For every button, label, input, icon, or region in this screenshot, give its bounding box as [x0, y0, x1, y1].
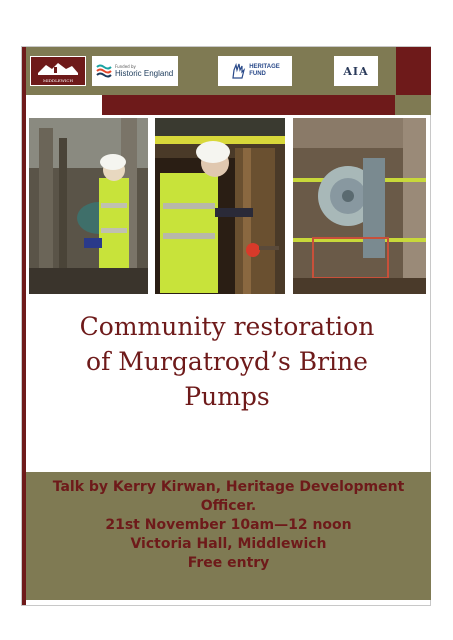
- poster-headline: [52, 309, 402, 414]
- date-time-line: 21st November 10am—12 noon: [105, 517, 352, 533]
- historic-england-icon: [96, 64, 112, 78]
- aia-logo-text: AIA: [343, 64, 369, 78]
- brine-pump-wheel-photo: [293, 118, 426, 294]
- event-poster: [21, 46, 431, 606]
- heritage-fund-hand-icon: [230, 62, 246, 80]
- header-side-block: [395, 95, 431, 115]
- aia-logo: [334, 56, 378, 86]
- headline-line-3: Pumps: [184, 382, 270, 411]
- speaker-line: Talk by Kerry Kirwan, Heritage Development: [52, 479, 405, 495]
- headline-line-2: of Murgatroyd’s Brine: [86, 347, 368, 376]
- middlewich-logo-text: MIDDLEWICH: [43, 78, 73, 83]
- worker-hammering-machinery-photo: [155, 118, 285, 294]
- header-corner-block: [396, 47, 431, 95]
- photo-3-illustration: [293, 118, 426, 294]
- speaker-title-line: Officer.: [200, 498, 257, 514]
- headline-line-1: Community restoration: [79, 312, 375, 341]
- heritage-fund-logo: [218, 56, 292, 86]
- funded-by-text: Funded by: [115, 64, 136, 69]
- historic-england-logo: [92, 56, 178, 86]
- header-divider-band: [102, 95, 395, 115]
- historic-england-name: Historic England: [115, 69, 174, 78]
- worker-painting-pump-photo: [29, 118, 148, 294]
- venue-line: Victoria Hall, Middlewich: [130, 536, 327, 552]
- middlewich-heritage-logo: [30, 56, 86, 86]
- photo-2-illustration: [155, 118, 285, 294]
- middlewich-heritage-icon: [36, 59, 80, 77]
- heritage-fund-line1: HERITAGE: [249, 64, 280, 70]
- event-info-box: [26, 472, 431, 600]
- admission-line: Free entry: [187, 555, 270, 571]
- photo-1-illustration: [29, 118, 148, 294]
- heritage-fund-line2: FUND: [249, 71, 266, 77]
